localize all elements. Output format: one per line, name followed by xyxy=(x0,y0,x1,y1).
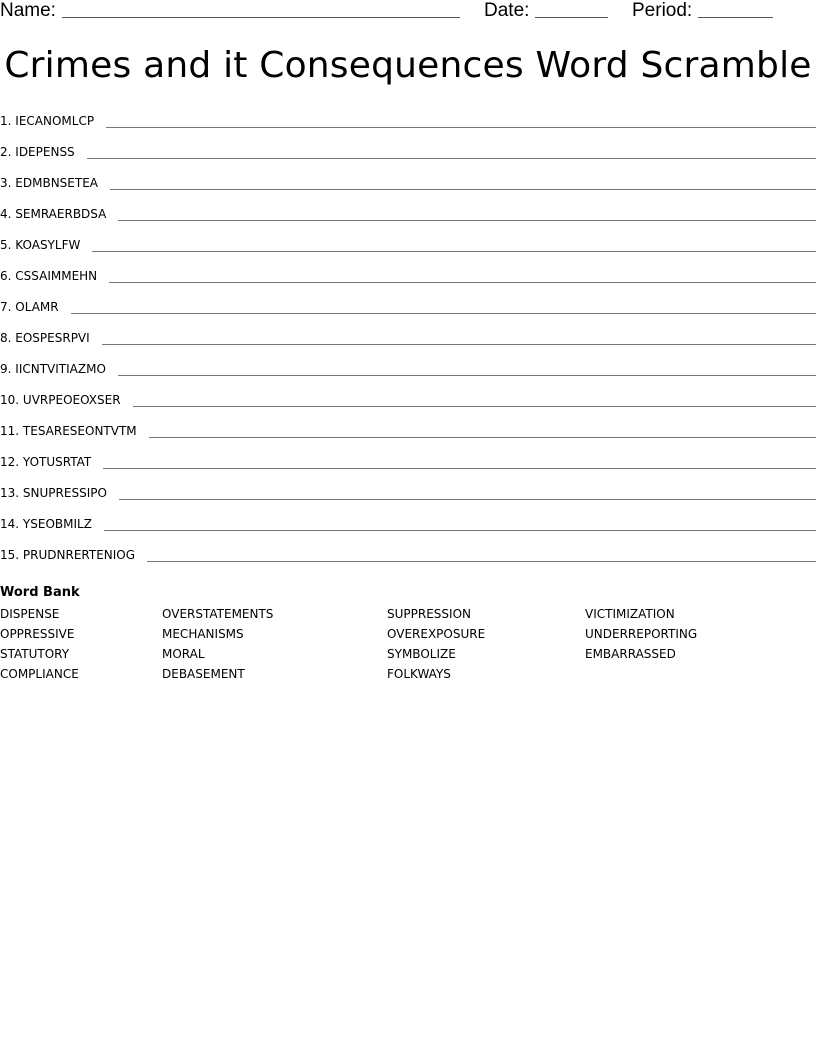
puzzle-row xyxy=(0,547,816,578)
page-title: Crimes and it Consequences Word Scramble xyxy=(4,45,812,86)
word-bank-title: Word Bank xyxy=(0,585,80,600)
puzzle-label xyxy=(0,392,133,408)
puzzle-row xyxy=(0,299,816,330)
scrambled-word: EOSPESRPVI xyxy=(15,331,90,345)
puzzle-number: 7. xyxy=(0,300,12,314)
word-bank-word: SUPPRESSION xyxy=(387,607,471,621)
student-info-header xyxy=(0,0,816,22)
scrambled-word: YSEOBMILZ xyxy=(22,517,92,531)
puzzle-row xyxy=(0,516,816,547)
puzzle-label xyxy=(0,175,110,191)
puzzle-label xyxy=(0,330,102,346)
puzzle-number: 8. xyxy=(0,331,12,345)
puzzle-number: 10. xyxy=(0,393,20,407)
word-bank-column xyxy=(0,604,79,684)
word-bank-word: OPPRESSIVE xyxy=(0,627,75,641)
word-bank-word: UNDERREPORTING xyxy=(585,627,698,641)
puzzle-row xyxy=(0,206,816,237)
puzzle-row xyxy=(0,144,816,175)
puzzle-row xyxy=(0,423,816,454)
date-line[interactable] xyxy=(535,0,608,18)
scrambled-word: YOTUSRTAT xyxy=(22,455,92,469)
scrambled-word: OLAMR xyxy=(15,300,59,314)
word-bank-word: OVERSTATEMENTS xyxy=(162,607,274,621)
puzzle-number: 4. xyxy=(0,207,12,221)
puzzle-row xyxy=(0,113,816,144)
word-bank-word: DEBASEMENT xyxy=(162,667,245,681)
period-label: Period: xyxy=(632,0,693,21)
puzzle-row xyxy=(0,454,816,485)
word-bank-column xyxy=(387,604,485,684)
word-bank-word: MECHANISMS xyxy=(162,627,244,641)
answer-line[interactable] xyxy=(118,206,816,221)
scrambled-word: IDEPENSS xyxy=(15,145,75,159)
word-bank-word: MORAL xyxy=(162,647,205,661)
puzzle-number: 13. xyxy=(0,486,20,500)
scrambled-word: EDMBNSETEA xyxy=(15,176,98,190)
puzzle-row xyxy=(0,392,816,423)
puzzle-row xyxy=(0,330,816,361)
word-bank-word: OVEREXPOSURE xyxy=(387,627,486,641)
answer-line[interactable] xyxy=(133,392,816,407)
word-bank-word: FOLKWAYS xyxy=(387,667,451,681)
answer-line[interactable] xyxy=(149,423,816,438)
word-bank-word: EMBARRASSED xyxy=(585,647,676,661)
answer-line[interactable] xyxy=(71,299,816,314)
puzzle-label xyxy=(0,454,103,470)
name-line[interactable] xyxy=(62,0,460,18)
answer-line[interactable] xyxy=(118,361,816,376)
scrambled-word: TESARESEONTVTM xyxy=(22,424,137,438)
puzzle-row xyxy=(0,485,816,516)
scrambled-word: PRUDNRERTENIOG xyxy=(22,548,136,562)
puzzle-row xyxy=(0,361,816,392)
answer-line[interactable] xyxy=(92,237,816,252)
word-bank-word: VICTIMIZATION xyxy=(585,607,675,621)
puzzle-label xyxy=(0,485,119,501)
puzzle-list xyxy=(0,113,816,578)
puzzle-number: 9. xyxy=(0,362,12,376)
scrambled-word: SNUPRESSIPO xyxy=(22,486,107,500)
word-bank-word: SYMBOLIZE xyxy=(387,647,456,661)
word-bank xyxy=(0,584,816,692)
puzzle-row xyxy=(0,268,816,299)
puzzle-row xyxy=(0,237,816,268)
answer-line[interactable] xyxy=(110,175,816,190)
puzzle-label xyxy=(0,144,87,160)
puzzle-label xyxy=(0,423,149,439)
puzzle-label xyxy=(0,516,104,532)
word-bank-word: DISPENSE xyxy=(0,607,60,621)
scrambled-word: IICNTVITIAZMO xyxy=(15,362,106,376)
word-bank-column xyxy=(162,604,273,684)
puzzle-number: 12. xyxy=(0,455,20,469)
name-field[interactable] xyxy=(0,0,460,22)
date-field[interactable] xyxy=(484,0,608,22)
word-bank-word: STATUTORY xyxy=(0,647,70,661)
word-bank-word: COMPLIANCE xyxy=(0,667,79,681)
name-label: Name: xyxy=(0,0,56,21)
puzzle-number: 5. xyxy=(0,238,12,252)
puzzle-number: 3. xyxy=(0,176,12,190)
puzzle-label xyxy=(0,113,106,129)
scrambled-word: KOASYLFW xyxy=(15,238,81,252)
scrambled-word: CSSAIMMEHN xyxy=(15,269,98,283)
answer-line[interactable] xyxy=(109,268,816,283)
puzzle-number: 15. xyxy=(0,548,20,562)
period-line[interactable] xyxy=(698,0,773,18)
answer-line[interactable] xyxy=(87,144,816,159)
scrambled-word: IECANOMLCP xyxy=(15,114,95,128)
date-label: Date: xyxy=(484,0,530,21)
puzzle-row xyxy=(0,175,816,206)
puzzle-number: 14. xyxy=(0,517,20,531)
period-field[interactable] xyxy=(632,0,773,22)
puzzle-label xyxy=(0,299,71,315)
puzzle-label xyxy=(0,268,109,284)
puzzle-number: 1. xyxy=(0,114,12,128)
word-bank-columns xyxy=(0,602,816,692)
scrambled-word: SEMRAERBDSA xyxy=(15,207,107,221)
scrambled-word: UVRPEOEOXSER xyxy=(22,393,121,407)
puzzle-label xyxy=(0,547,147,563)
answer-line[interactable] xyxy=(103,454,816,469)
answer-line[interactable] xyxy=(119,485,816,500)
puzzle-number: 11. xyxy=(0,424,20,438)
answer-line[interactable] xyxy=(106,113,816,128)
puzzle-label xyxy=(0,237,92,253)
puzzle-label xyxy=(0,361,118,377)
puzzle-label xyxy=(0,206,118,222)
answer-line[interactable] xyxy=(102,330,816,345)
puzzle-number: 6. xyxy=(0,269,12,283)
answer-line[interactable] xyxy=(104,516,816,531)
answer-line[interactable] xyxy=(147,547,816,562)
puzzle-number: 2. xyxy=(0,145,12,159)
word-bank-column xyxy=(585,604,697,664)
